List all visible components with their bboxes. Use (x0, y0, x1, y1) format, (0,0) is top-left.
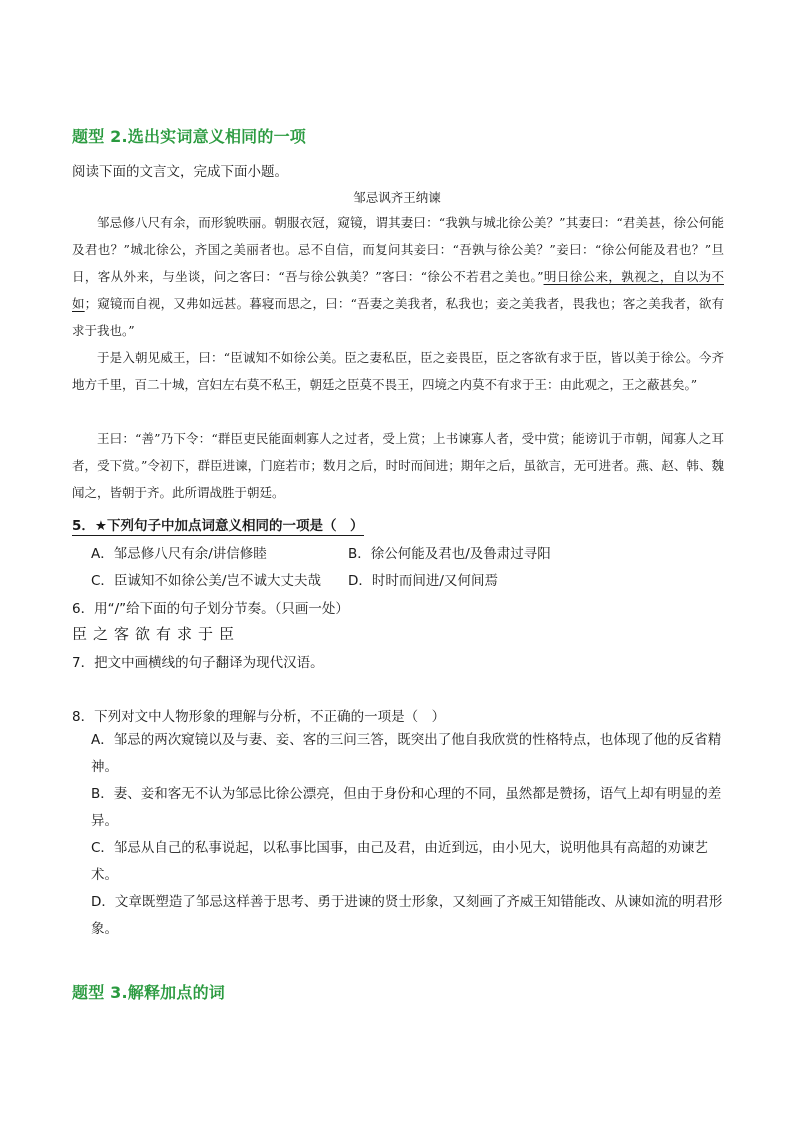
section-3-heading: 题型 3.解释加点的词 (72, 983, 225, 1002)
passage-paragraph-2 (72, 344, 724, 398)
question-8-stem: 8．下列对文中人物形象的理解与分析，不正确的一项是（ ） (72, 709, 446, 725)
question-5-option-a: A．邹忌修八尺有余/讲信修睦 (91, 546, 267, 562)
question-5-option-d: D．时时而间进/又何间焉 (348, 573, 498, 589)
passage-p1-text-a: 邹忌修八尺有余，而形貌昳丽。朝服衣冠，窥镜，谓其妻曰：“我孰与城北徐公美？”其妻曰：“君美甚，徐公何能及君也？”城北徐公，齐国之美丽者也。忌不自信，而复问其妾曰：“吾孰与徐公美？”妾曰：“徐公何能及君也？”旦日，客从外来，与坐谈，问之客曰：“吾与徐公孰美？”客曰：“徐公不若君之美也。” (72, 215, 724, 284)
question-8-option-b: B．妻、妾和客无不认为邹忌比徐公漂亮，但由于身份和心理的不同，虽然都是赞扬，语气上却有明显的差异。 (91, 786, 722, 829)
question-5-option-c: C．臣诚知不如徐公美/岂不诚大丈夫哉 (91, 573, 321, 589)
question-6-stem: 6．用“/”给下面的句子划分节奏。（只画一处） (72, 601, 349, 617)
question-7-stem: 7．把文中画横线的句子翻译为现代汉语。 (72, 655, 324, 671)
passage-p3-text: 王曰：“善”乃下令：“群臣吏民能面刺寡人之过者，受上赏；上书谏寡人者，受中赏；能谤讥于市朝，闻寡人之耳者，受下赏。”令初下，群臣进谏，门庭若市；数月之后，时时而间进；期年之后，虽欲言，无可进者。燕、赵、韩、魏闻之，皆朝于齐。此所谓战胜于朝廷。 (72, 431, 724, 500)
passage-title: 邹忌讽齐王纳谏 (353, 190, 441, 205)
question-8-option-c: C．邹忌从自己的私事说起，以私事比国事，由己及君，由近到远，由小见大，说明他具有高超的劝谏艺术。 (91, 840, 708, 883)
reading-instruction: 阅读下面的文言文，完成下面小题。 (72, 164, 288, 180)
question-6-sentence: 臣之客欲有求于臣 (72, 625, 241, 643)
question-5-stem: 5．★下列句子中加点词意义相同的一项是（ ） (72, 518, 364, 534)
underlined-sentence: 明日徐公来，孰视之，自以为不如 (72, 269, 724, 311)
passage-paragraph-1 (72, 209, 724, 344)
question-5-option-b: B．徐公何能及君也/及鲁肃过寻阳 (348, 546, 551, 562)
passage-paragraph-3 (72, 425, 724, 506)
passage-p1-text-b: ；窥镜而自视，又弗如远甚。暮寝而思之，曰：“吾妻之美我者，私我也；妾之美我者，畏我也；客之美我者，欲有求于我也。” (72, 296, 724, 338)
passage-p2-text: 于是入朝见威王，曰：“臣诚知不如徐公美。臣之妻私臣，臣之妾畏臣，臣之客欲有求于臣，皆以美于徐公。今齐地方千里，百二十城，宫妇左右莫不私王，朝廷之臣莫不畏王，四境之内莫不有求于王：由此观之，王之蔽甚矣。” (72, 350, 724, 392)
question-8-option-a: A．邹忌的两次窥镜以及与妻、妾、客的三问三答，既突出了他自我欣赏的性格特点，也体现了他的反省精神。 (91, 732, 722, 775)
section-2-heading: 题型 2.选出实词意义相同的一项 (72, 127, 306, 146)
question-8-option-d: D．文章既塑造了邹忌这样善于思考、勇于进谏的贤士形象，又刻画了齐威王知错能改、从谏如流的明君形象。 (91, 894, 723, 937)
